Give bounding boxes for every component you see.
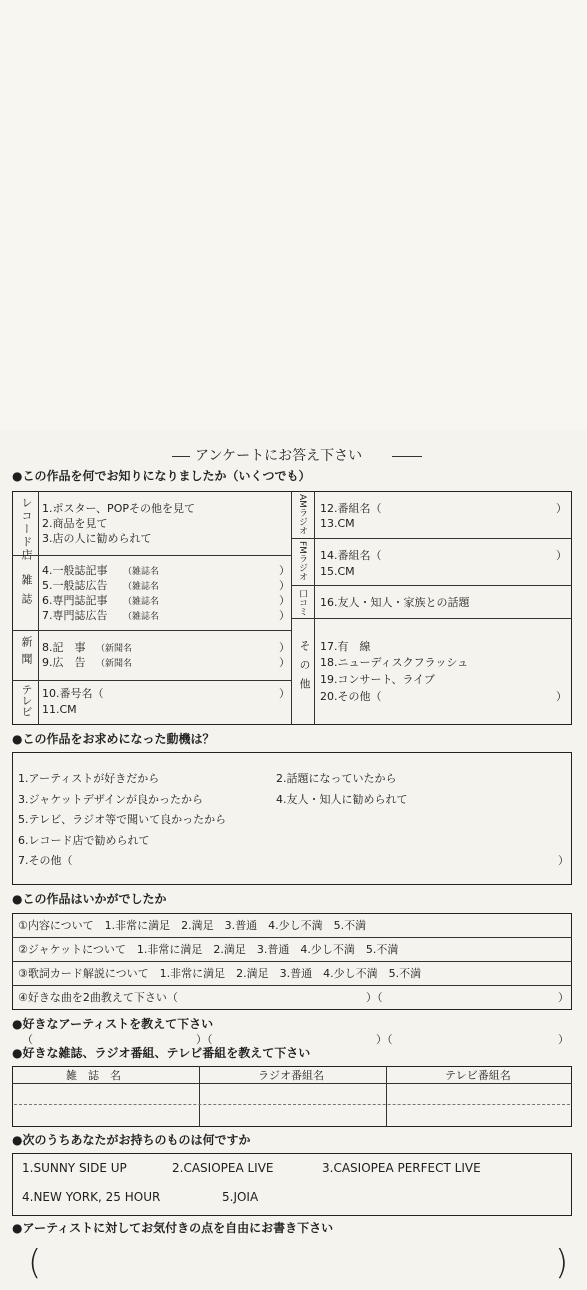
label-magazine: 雑誌 xyxy=(20,574,33,612)
q3-paren-mid: ）（ xyxy=(366,991,383,1004)
q3-row: ②ジャケットについて 1.非常に満足 2.満足 3.普通 4.少し不満 5.不満 xyxy=(18,943,399,956)
q3-row-line xyxy=(12,937,572,938)
q1-close: ） xyxy=(279,641,290,654)
q1-item: 20.その他（ xyxy=(320,690,382,703)
q1-close: ） xyxy=(556,502,567,515)
q6-item: 2.CASIOPEA LIVE xyxy=(172,1161,274,1175)
q5-col-line xyxy=(386,1066,387,1127)
q1-item: 8.記 事 xyxy=(42,641,86,654)
q1-item: 1.ポスター、POPその他を見て xyxy=(42,502,195,515)
q1-close: ） xyxy=(279,656,290,669)
q1-item: 11.CM xyxy=(42,703,77,716)
q1-right-label-divider xyxy=(314,491,315,725)
q4-paren: ） xyxy=(558,1033,569,1046)
q4-heading: ●好きなアーティストを教えて下さい xyxy=(12,1017,214,1031)
q5-dashed-line xyxy=(14,1104,570,1105)
q2-item: 7.その他（ xyxy=(18,854,73,867)
label-record-store: レコード店 xyxy=(20,497,33,562)
q1-left-label-divider xyxy=(38,491,39,725)
q1-note: （新聞名 xyxy=(96,644,133,654)
q1-note: （雑誌名 xyxy=(123,597,160,607)
q1-item: 13.CM xyxy=(320,517,355,530)
q2-item: 4.友人・知人に勧められて xyxy=(276,793,408,806)
label-fm-radio: FMラジオ xyxy=(297,541,307,581)
q1-item: 5.一般誌広告 xyxy=(42,579,108,592)
q3-row-line xyxy=(12,961,572,962)
q2-item: 1.アーティストが好きだから xyxy=(18,772,160,785)
q1-row-line xyxy=(291,618,572,619)
q1-item: 18.ニューディスクフラッシュ xyxy=(320,656,469,669)
q5-heading: ●好きな雑誌、ラジオ番組、テレビ番組を教えて下さい xyxy=(12,1046,311,1060)
q1-note: （雑誌名 xyxy=(123,567,160,577)
label-word-of-mouth: 口コミ xyxy=(297,589,307,616)
q4-paren: ）（ xyxy=(376,1033,393,1046)
q1-close: ） xyxy=(279,687,290,700)
q6-item: 1.SUNNY SIDE UP xyxy=(22,1161,127,1175)
q1-row-line xyxy=(291,538,572,539)
q1-close: ） xyxy=(279,594,290,607)
q1-note: （新聞名 xyxy=(96,659,133,669)
q1-item: 9.広 告 xyxy=(42,656,86,669)
q2-item: 6.レコード店で勧められて xyxy=(18,834,150,847)
q3-close: ） xyxy=(558,991,569,1004)
q6-item: 4.NEW YORK, 25 HOUR xyxy=(22,1190,161,1204)
q2-item: 2.話題になっていたから xyxy=(276,772,397,785)
q1-item: 15.CM xyxy=(320,565,355,578)
q1-close: ） xyxy=(279,609,290,622)
q1-note: （雑誌名 xyxy=(123,612,160,622)
q2-heading: ●この作品をお求めになった動機は？ xyxy=(12,732,215,746)
q5-col-magazine: 雑 誌 名 xyxy=(66,1069,121,1082)
q7-paren-open: ( xyxy=(28,1243,42,1283)
q5-col-tv: テレビ番組名 xyxy=(445,1069,511,1082)
q1-row-line xyxy=(291,585,572,586)
q1-item: 7.専門誌広告 xyxy=(42,609,108,622)
q1-close: ） xyxy=(556,690,567,703)
q1-row-line xyxy=(12,680,291,681)
q5-col-radio: ラジオ番組名 xyxy=(258,1069,324,1082)
q5-col-line xyxy=(199,1066,200,1127)
q4-paren: ）（ xyxy=(196,1033,213,1046)
q1-item: 10.番号名（ xyxy=(42,687,104,700)
q2-close: ） xyxy=(558,854,569,867)
q2-item: 3.ジャケットデザインが良かったから xyxy=(18,793,203,806)
label-am-radio: AMラジオ xyxy=(297,494,307,535)
q3-row: ①内容について 1.非常に満足 2.満足 3.普通 4.少し不満 5.不満 xyxy=(18,919,367,932)
q1-note: （雑誌名 xyxy=(123,582,160,592)
q1-close: ） xyxy=(556,549,567,562)
q4-paren: （ xyxy=(22,1033,33,1046)
q2-item: 5.テレビ、ラジオ等で聞いて良かったから xyxy=(18,813,227,826)
q1-item: 14.番組名（ xyxy=(320,549,382,562)
q1-item: 3.店の人に勧められて xyxy=(42,532,152,545)
q1-item: 2.商品を見て xyxy=(42,517,108,530)
q1-heading: ●この作品を何でお知りになりましたか（いくつでも） xyxy=(12,469,311,483)
q3-fav-song: ④好きな曲を2曲教えて下さい（ xyxy=(18,991,178,1004)
q1-row-line xyxy=(12,555,291,556)
title-dash-left xyxy=(172,456,190,457)
q1-item: 19.コンサート、ライブ xyxy=(320,673,435,686)
q1-close: ） xyxy=(279,564,290,577)
q1-item: 12.番組名（ xyxy=(320,502,382,515)
q1-center-divider xyxy=(291,491,292,725)
label-newspaper: 新聞 xyxy=(20,636,33,670)
q1-item: 4.一般誌記事 xyxy=(42,564,108,577)
q5-header-line xyxy=(12,1083,572,1084)
q3-row-line xyxy=(12,985,572,986)
q7-paren-close: ) xyxy=(555,1243,569,1283)
q1-item: 6.専門誌記事 xyxy=(42,594,108,607)
q6-item: 3.CASIOPEA PERFECT LIVE xyxy=(322,1161,481,1175)
q1-item: 17.有 線 xyxy=(320,640,371,653)
survey-title: アンケートにお答え下さい xyxy=(195,448,363,464)
label-tv: テレビ xyxy=(20,684,33,717)
blank-upper-area xyxy=(0,0,587,430)
q1-item: 16.友人・知人・家族との話題 xyxy=(320,596,470,609)
q1-row-line xyxy=(12,630,291,631)
q3-heading: ●この作品はいかがでしたか xyxy=(12,892,167,906)
title-dash-right xyxy=(392,456,422,457)
q6-item: 5.JOIA xyxy=(222,1190,259,1204)
q6-heading: ●次のうちあなたがお持ちのものは何ですか xyxy=(12,1133,251,1147)
label-other: その他 xyxy=(298,640,311,697)
q1-close: ） xyxy=(279,579,290,592)
q3-row: ③歌詞カード解説について 1.非常に満足 2.満足 3.普通 4.少し不満 5.不満 xyxy=(18,967,422,980)
q7-heading: ●アーティストに対してお気付きの点を自由にお書き下さい xyxy=(12,1221,334,1235)
